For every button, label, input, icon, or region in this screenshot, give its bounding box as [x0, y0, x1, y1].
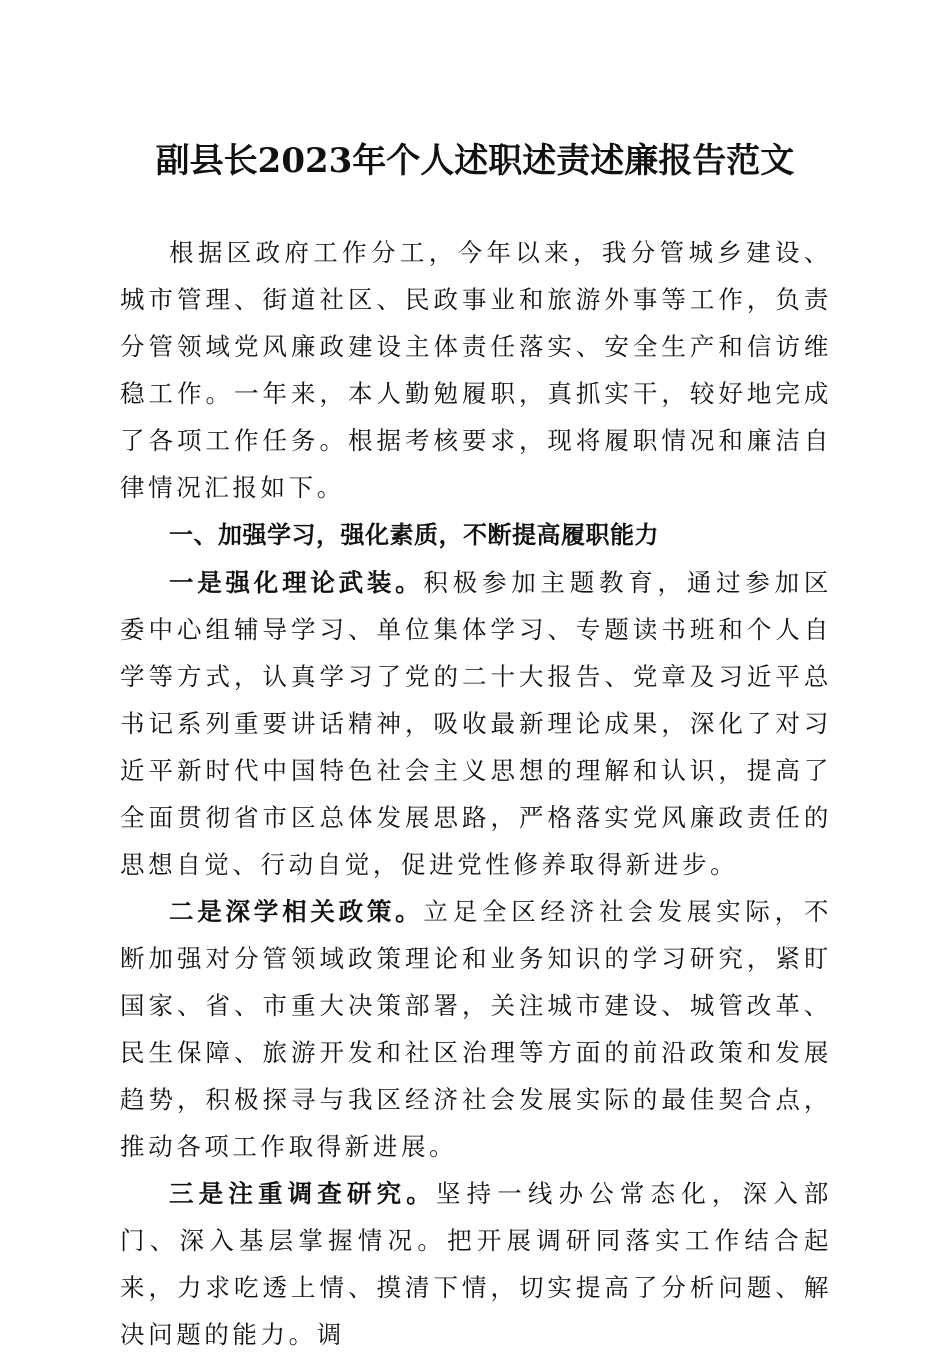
paragraph-3-text: 坚持一线办公常态化，深入部门、深入基层掌握情况。把开展调研同落实工作结合起来，力求吃透上情、摸清下情，切实提高了分析问题、解决问题的能力。调	[120, 1179, 832, 1349]
paragraph-3-lead: 三是注重调查研究。	[169, 1179, 436, 1208]
paragraph-1	[120, 559, 832, 888]
paragraph-2-text: 立足全区经济社会发展实际，不断加强对分管领域政策理论和业务知识的学习研究，紧盯国家、省、市重大决策部署，关注城市建设、城管改革、民生保障、旅游开发和社区治理等方面的前沿政策和发展趋势，积极探寻与我区经济社会发展实际的最佳契合点，推动各项工作取得新进展。	[120, 897, 832, 1161]
document-body	[120, 229, 832, 1358]
paragraph-2-lead: 二是深学相关政策。	[169, 897, 424, 926]
section-heading	[120, 511, 832, 559]
intro-paragraph: 根据区政府工作分工，今年以来，我分管城乡建设、城市管理、街道社区、民政事业和旅游外事等工作，负责分管领域党风廉政建设主体责任落实、安全生产和信访维稳工作。一年来，本人勤勉履职，真抓实干，较好地完成了各项工作任务。根据考核要求，现将履职情况和廉洁自律情况汇报如下。	[120, 238, 832, 502]
document-title: 副县长2023年个人述职述责述廉报告范文	[155, 141, 795, 181]
paragraph-1-text: 积极参加主题教育，通过参加区委中心组辅导学习、单位集体学习、专题读书班和个人自学等方式，认真学习了党的二十大报告、党章及习近平总书记系列重要讲话精神，吸收最新理论成果，深化了对习近平新时代中国特色社会主义思想的理解和认识，提高了全面贯彻省市区总体发展思路，严格落实党风廉政责任的思想自觉、行动自觉，促进党性修养取得新进步。	[120, 568, 832, 879]
paragraph-3	[120, 1170, 832, 1358]
paragraph-2	[120, 888, 832, 1170]
paragraph-1-lead: 一是强化理论武装。	[169, 568, 424, 597]
section-1-title: 一、加强学习，强化素质，不断提高履职能力	[169, 521, 659, 549]
